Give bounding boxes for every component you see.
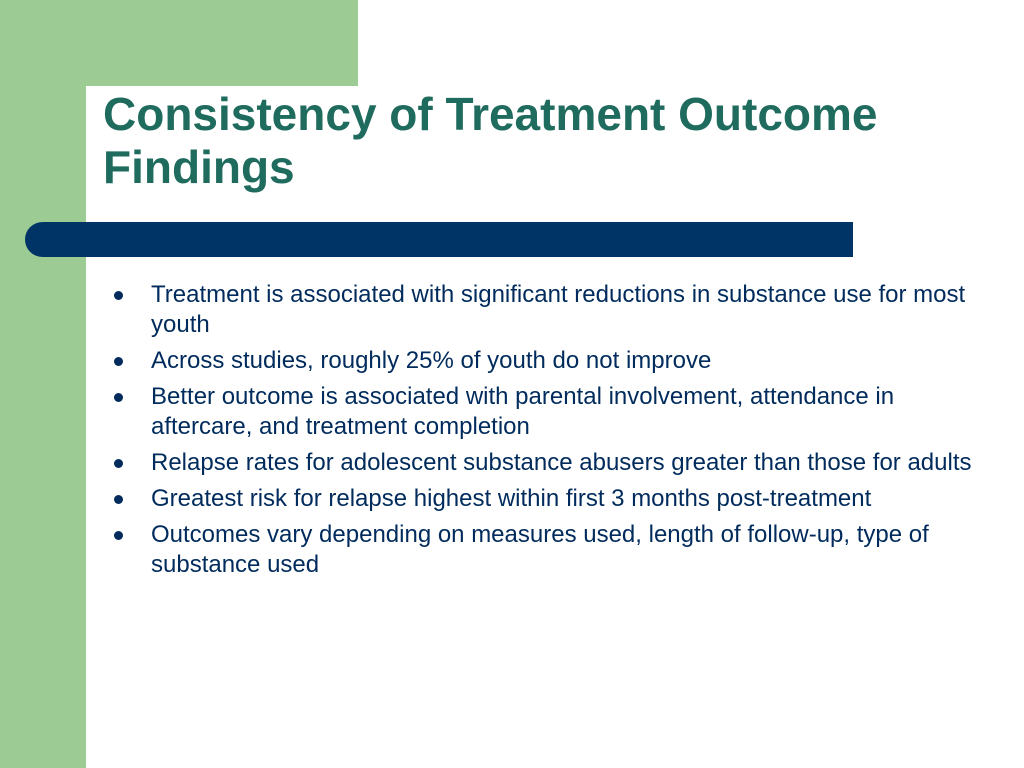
- bullet-item: [114, 280, 994, 340]
- bullet-text: Across studies, roughly 25% of youth do not improve: [151, 347, 712, 374]
- title-divider-bar: [25, 222, 853, 257]
- bullet-dot-icon: [114, 495, 123, 504]
- bullet-text: Relapse rates for adolescent substance abusers greater than those for adults: [151, 449, 972, 476]
- bullet-text: Outcomes vary depending on measures used, length of follow-up, type of substance used: [151, 521, 929, 578]
- left-green-band: [0, 0, 86, 768]
- title-line-2: Findings: [103, 141, 295, 193]
- bullet-dot-icon: [114, 531, 123, 540]
- bullet-item: [114, 484, 994, 514]
- slide-title: [103, 88, 1003, 194]
- top-green-band: [86, 0, 358, 86]
- bullet-dot-icon: [114, 393, 123, 402]
- bullet-item: [114, 346, 994, 376]
- bullet-text: Greatest risk for relapse highest within first 3 months post-treatment: [151, 485, 872, 512]
- bullet-item: [114, 382, 994, 442]
- bullet-item: [114, 520, 994, 580]
- bullet-dot-icon: [114, 291, 123, 300]
- bullet-item: [114, 448, 994, 478]
- bullet-list: [114, 280, 994, 586]
- bullet-text: Treatment is associated with significant reductions in substance use for most youth: [151, 281, 966, 338]
- title-line-1: Consistency of Treatment Outcome: [103, 88, 878, 140]
- bullet-dot-icon: [114, 459, 123, 468]
- bullet-text: Better outcome is associated with parental involvement, attendance in aftercare, and treatment completion: [151, 383, 895, 440]
- bullet-dot-icon: [114, 357, 123, 366]
